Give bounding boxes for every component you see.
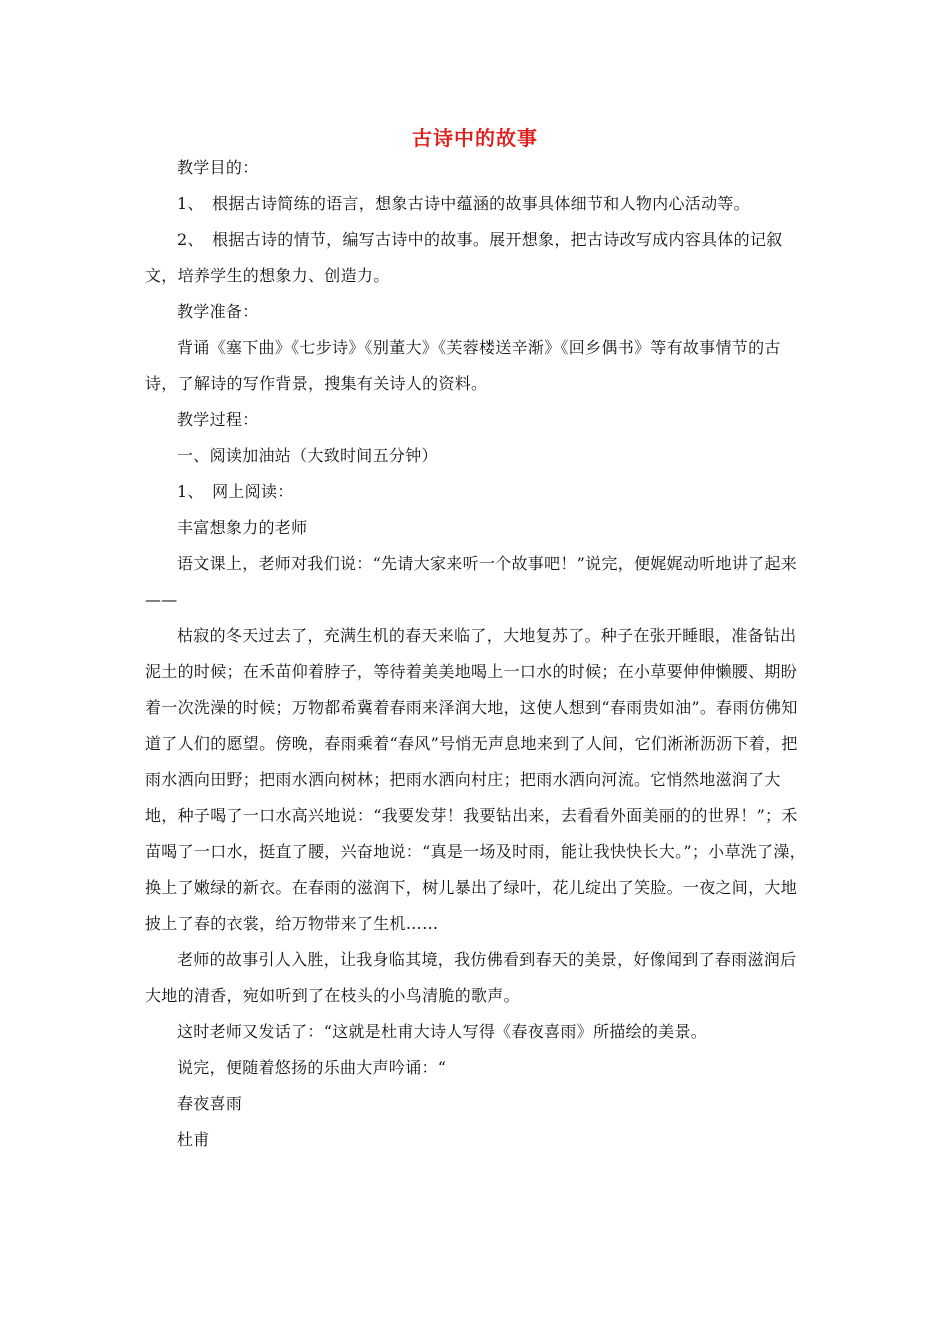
paragraph-teaching-goal-heading: 教学目的： [177,158,259,177]
paragraph-poem-title: 春夜喜雨 [177,1094,243,1113]
document-body [145,150,808,1158]
paragraph-poem-author: 杜甫 [177,1130,210,1149]
paragraph-online-reading: 1、 网上阅读： [177,482,294,501]
paragraph-story-title: 丰富想象力的老师 [177,518,308,537]
paragraph-goal-2: 2、 根据古诗的情节，编写古诗中的故事。展开想象，把古诗改写成内容具体的记叙文，培养学生的想象力、创造力。 [145,230,783,285]
paragraph-goal-1: 1、 根据古诗简练的语言，想象古诗中蕴涵的故事具体细节和人物内心活动等。 [177,194,750,213]
paragraph-section-1-heading: 一、阅读加油站（大致时间五分钟） [177,446,438,465]
paragraph-recitation-intro: 说完，便随着悠扬的乐曲大声吟诵：“ [177,1058,447,1077]
paragraph-preparation: 背诵《塞下曲》《七步诗》《别董大》《芙蓉楼送辛渐》《回乡偶书》等有故事情节的古诗，了解诗的写作背景，搜集有关诗人的资料。 [145,338,781,393]
paragraph-teacher-remark: 这时老师又发话了：“这就是杜甫大诗人写得《春夜喜雨》所描绘的美景。 [177,1022,708,1041]
paragraph-story-body: 枯寂的冬天过去了，充满生机的春天来临了，大地复苏了。种子在张开睡眼，准备钻出泥土的时候；在禾苗仰着脖子，等待着美美地喝上一口水的时候；在小草要伸伸懒腰、期盼着一次洗澡的时候；万物都希冀着春雨来泽润大地，这使人想到“春雨贵如油”。春雨仿佛知道了人们的愿望。傍晚，春雨乘着“春风”号悄无声息地来到了人间，它们淅淅沥沥下着，把雨水洒向田野；把雨水洒向树林；把雨水洒向村庄；把雨水洒向河流。它悄然地滋润了大地，种子喝了一口水高兴地说：“我要发芽！我要钻出来，去看看外面美丽的的世界！”；禾苗喝了一口水，挺直了腰，兴奋地说：“真是一场及时雨，能让我快快长大。”；小草洗了澡，换上了嫩绿的新衣。在春雨的滋润下，树儿暴出了绿叶，花儿绽出了笑脸。一夜之间，大地披上了春的衣裳，给万物带来了生机…… [145,626,806,933]
paragraph-story-reflection: 老师的故事引人入胜，让我身临其境，我仿佛看到春天的美景，好像闻到了春雨滋润后大地的清香，宛如听到了在枝头的小鸟清脆的歌声。 [145,950,797,1005]
paragraph-story-intro: 语文课上，老师对我们说：“先请大家来听一个故事吧！”说完，便娓娓动听地讲了起来—— [145,554,798,609]
paragraph-preparation-heading: 教学准备： [177,302,259,321]
document-title: 古诗中的故事 [412,126,538,150]
paragraph-process-heading: 教学过程： [177,410,259,429]
